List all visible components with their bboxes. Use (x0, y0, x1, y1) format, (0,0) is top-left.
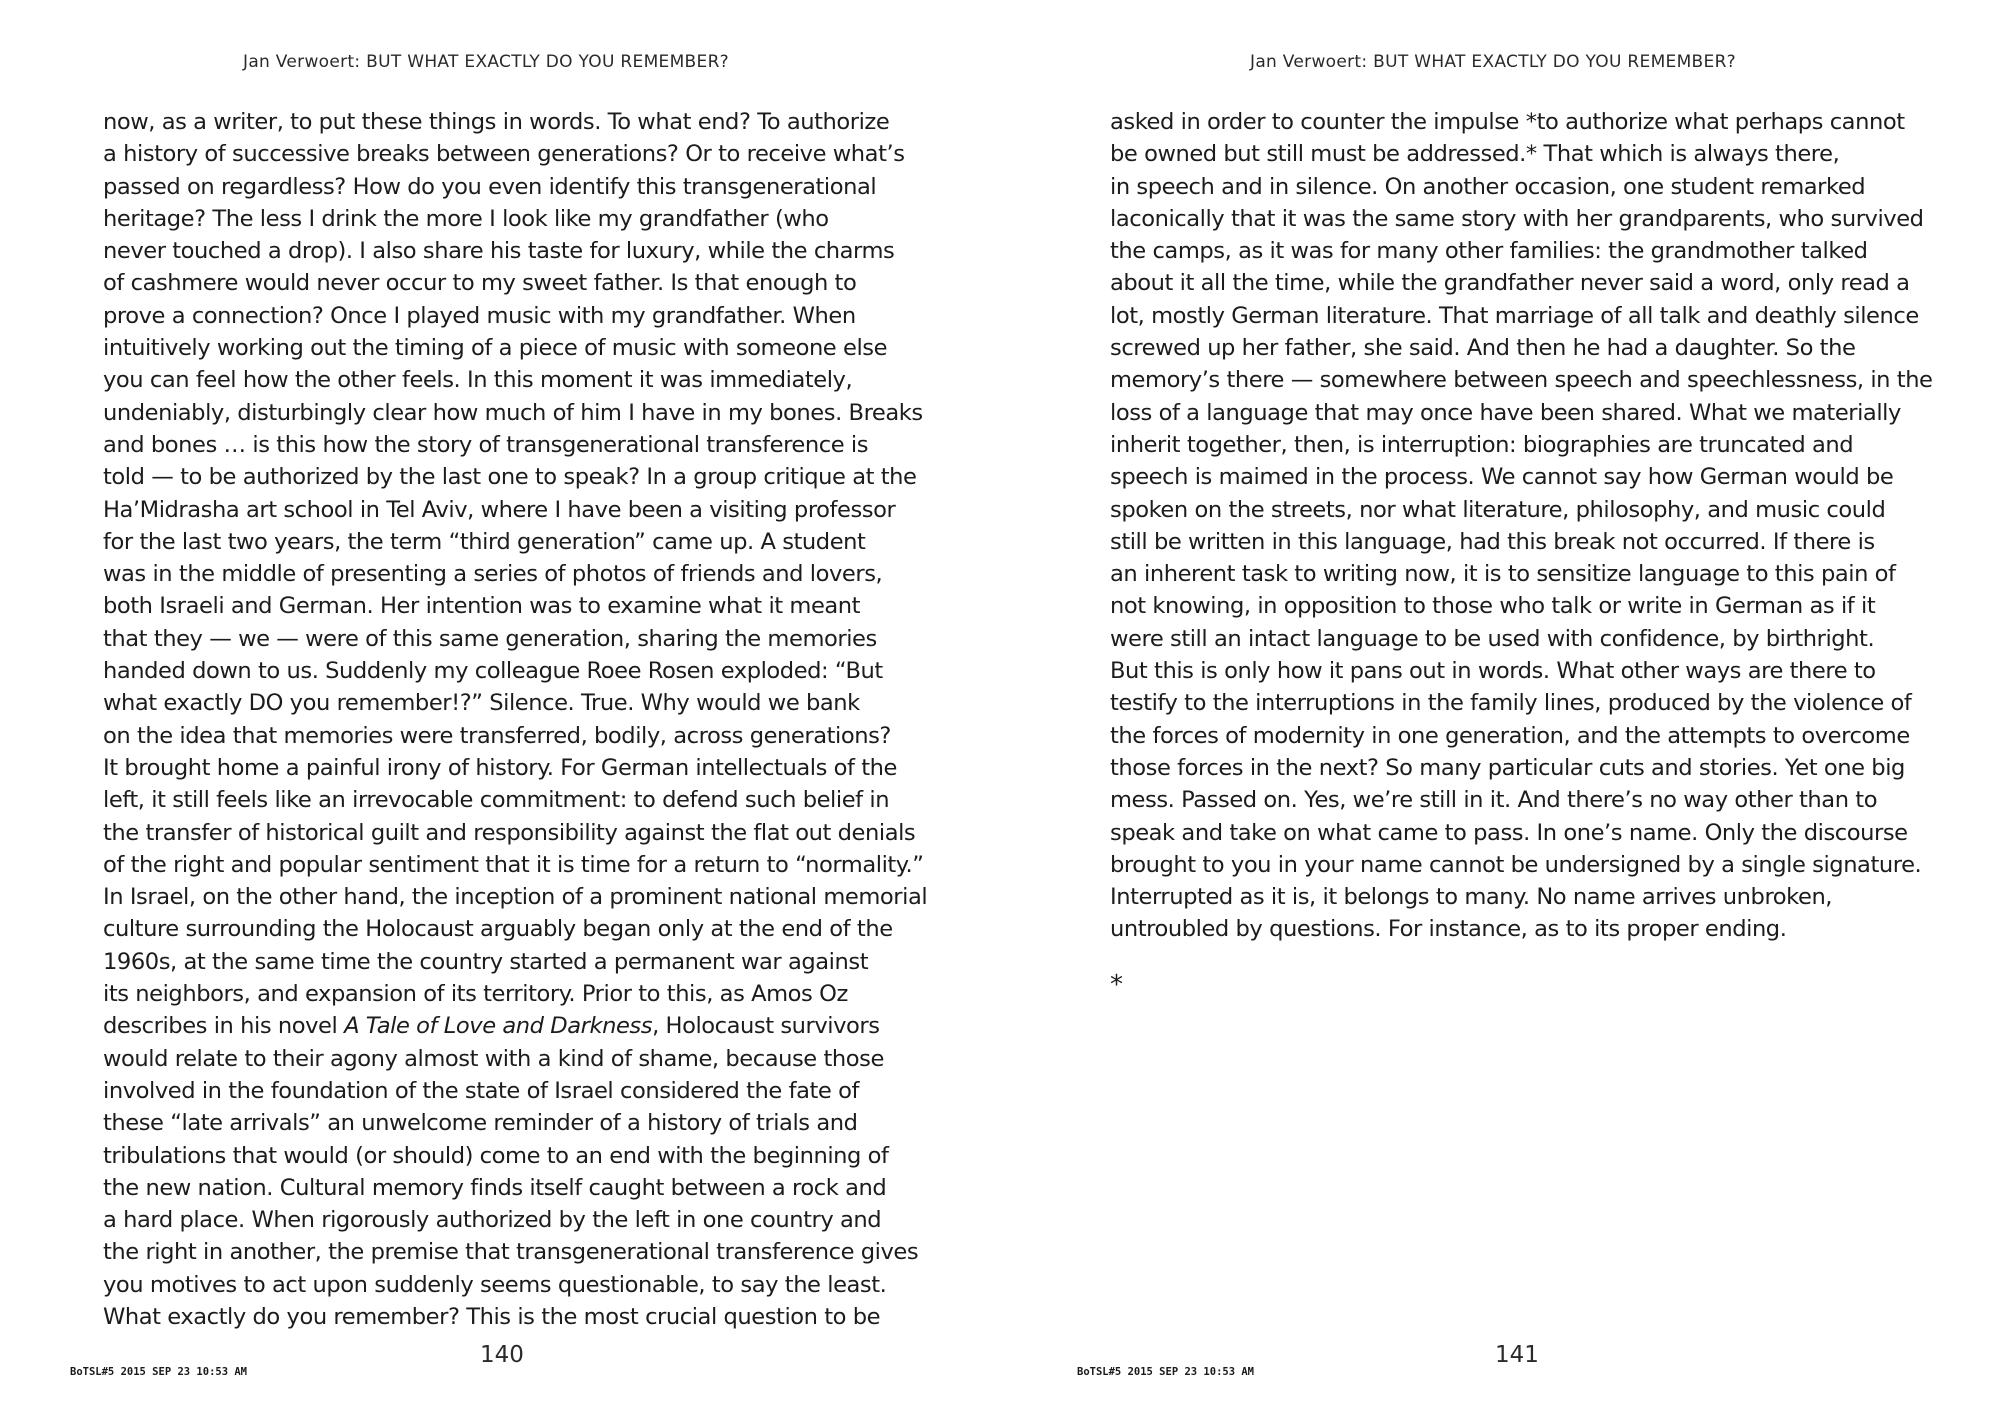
text-line: both Israeli and German. Her intention was to examine what it meant (103, 593, 861, 620)
page-number: 140 (480, 1342, 524, 1368)
body-text (103, 106, 933, 1333)
text-line: intuitively working out the timing of a piece of music with someone else (103, 335, 888, 362)
text-line: those forces in the next? So many particular cuts and stories. Yet one big (1110, 754, 1905, 781)
text-line: testify to the interruptions in the family lines, produced by the violence of (1110, 690, 1912, 717)
text-line: speech is maimed in the process. We cannot say how German would be (1110, 464, 1894, 491)
text-line: passed on regardless? How do you even identify this transgenerational (103, 173, 877, 200)
text-line: in speech and in silence. On another occasion, one student remarked (1110, 173, 1866, 200)
text-line: of the right and popular sentiment that it is time for a return to “normality.” (103, 851, 924, 878)
text-line: inherit together, then, is interruption: biographies are truncated and (1110, 431, 1854, 458)
text-line: It brought home a painful irony of history. For German intellectuals of the (103, 754, 897, 781)
text-line: on the idea that memories were transferred, bodily, across generations? (103, 722, 891, 749)
text-line: culture surrounding the Holocaust arguably began only at the end of the (103, 916, 893, 943)
text-line: 1960s, at the same time the country started a permanent war against (103, 948, 869, 975)
text-line: prove a connection? Once I played music with my grandfather. When (103, 302, 856, 329)
text-line: loss of a language that may once have been shared. What we materially (1110, 399, 1901, 426)
text-line: the right in another, the premise that transgenerational transference gives (103, 1239, 919, 1266)
text-line: heritage? The less I drink the more I look like my grandfather (who (103, 205, 829, 232)
text-line: brought to you in your name cannot be undersigned by a single signature. (1110, 851, 1922, 878)
running-head: Jan Verwoert: BUT WHAT EXACTLY DO YOU REMEMBER? (243, 52, 729, 72)
text-line: still be written in this language, had this break not occurred. If there is (1110, 528, 1875, 555)
text-line: would relate to their agony almost with a kind of shame, because those (103, 1045, 884, 1072)
text-line: of cashmere would never occur to my sweet father. Is that enough to (103, 270, 857, 297)
text-segment: describes in his novel (103, 1013, 345, 1040)
text-line: were still an intact language to be used with confidence, by birthright. (1110, 625, 1875, 652)
text-line (103, 1010, 933, 1042)
section-break-asterisk: * (1110, 970, 1123, 1000)
text-line: the transfer of historical guilt and responsibility against the flat out denials (103, 819, 916, 846)
text-line: involved in the foundation of the state of Israel considered the fate of (103, 1077, 859, 1104)
text-line: a history of successive breaks between generations? Or to receive what’s (103, 141, 905, 168)
text-line: Ha’Midrasha art school in Tel Aviv, where I have been a visiting professor (103, 496, 896, 523)
text-line: you can feel how the other feels. In this moment it was immediately, (103, 367, 853, 394)
text-line: spoken on the streets, nor what literature, philosophy, and music could (1110, 496, 1886, 523)
text-line: tribulations that would (or should) come to an end with the beginning of (103, 1142, 889, 1169)
text-line: the camps, as it was for many other families: the grandmother talked (1110, 238, 1868, 265)
text-line: told — to be authorized by the last one to speak? In a group critique at the (103, 464, 917, 491)
text-line: its neighbors, and expansion of its territory. Prior to this, as Amos Oz (103, 981, 848, 1008)
text-line: the new nation. Cultural memory finds itself caught between a rock and (103, 1174, 887, 1201)
text-line: screwed up her father, she said. And then he had a daughter. So the (1110, 335, 1856, 362)
text-line: a hard place. When rigorously authorized by the left in one country and (103, 1207, 882, 1234)
text-line: these “late arrivals” an unwelcome reminder of a history of trials and (103, 1110, 858, 1137)
text-line: untroubled by questions. For instance, as to its proper ending. (1110, 916, 1787, 943)
text-line: laconically that it was the same story with her grandparents, who survived (1110, 205, 1924, 232)
text-line: lot, mostly German literature. That marriage of all talk and deathly silence (1110, 302, 1919, 329)
print-slug: BoTSL#5 2015 SEP 23 10:53 AM (70, 1366, 248, 1378)
text-line: be owned but still must be addressed.* That which is always there, (1110, 141, 1840, 168)
body-text (1110, 106, 1940, 946)
text-line: was in the middle of presenting a series of photos of friends and lovers, (103, 561, 883, 588)
text-line: you motives to act upon suddenly seems questionable, to say the least. (103, 1271, 887, 1298)
text-line: what exactly DO you remember!?” Silence. True. Why would we bank (103, 690, 860, 717)
text-line: speak and take on what came to pass. In one’s name. Only the discourse (1110, 819, 1908, 846)
text-line: now, as a writer, to put these things in words. To what end? To authorize (103, 109, 890, 135)
text-line: asked in order to counter the impulse *to authorize what perhaps cannot (1110, 109, 1905, 135)
text-line: left, it still feels like an irrevocable commitment: to defend such belief in (103, 787, 890, 814)
text-line: handed down to us. Suddenly my colleague Roee Rosen exploded: “But (103, 658, 883, 685)
text-line: not knowing, in opposition to those who talk or write in German as if it (1110, 593, 1876, 620)
text-segment: , Holocaust survivors (652, 1013, 880, 1040)
text-line: In Israel, on the other hand, the inception of a prominent national memorial (103, 884, 928, 911)
text-line: undeniably, disturbingly clear how much of him I have in my bones. Breaks (103, 399, 923, 426)
text-line: What exactly do you remember? This is the most crucial question to be (103, 1303, 881, 1330)
text-line: for the last two years, the term “third generation” came up. A student (103, 528, 866, 555)
running-head: Jan Verwoert: BUT WHAT EXACTLY DO YOU REMEMBER? (1250, 52, 1736, 72)
text-line: Interrupted as it is, it belongs to many. No name arrives unbroken, (1110, 884, 1833, 911)
text-line: But this is only how it pans out in words. What other ways are there to (1110, 658, 1876, 685)
text-line: the forces of modernity in one generation, and the attempts to overcome (1110, 722, 1910, 749)
page-number: 141 (1495, 1342, 1539, 1368)
right-page (1007, 0, 2000, 1424)
text-line: that they — we — were of this same generation, sharing the memories (103, 625, 877, 652)
text-line: about it all the time, while the grandfather never said a word, only read a (1110, 270, 1910, 297)
book-title: A Tale of Love and Darkness (344, 1013, 653, 1040)
text-line: and bones … is this how the story of transgenerational transference is (103, 431, 869, 458)
text-line: mess. Passed on. Yes, we’re still in it. And there’s no way other than to (1110, 787, 1878, 814)
text-line: an inherent task to writing now, it is to sensitize language to this pain of (1110, 561, 1896, 588)
print-slug: BoTSL#5 2015 SEP 23 10:53 AM (1077, 1366, 1255, 1378)
text-line: memory’s there — somewhere between speech and speechlessness, in the (1110, 367, 1933, 394)
text-line: never touched a drop). I also share his taste for luxury, while the charms (103, 238, 895, 265)
